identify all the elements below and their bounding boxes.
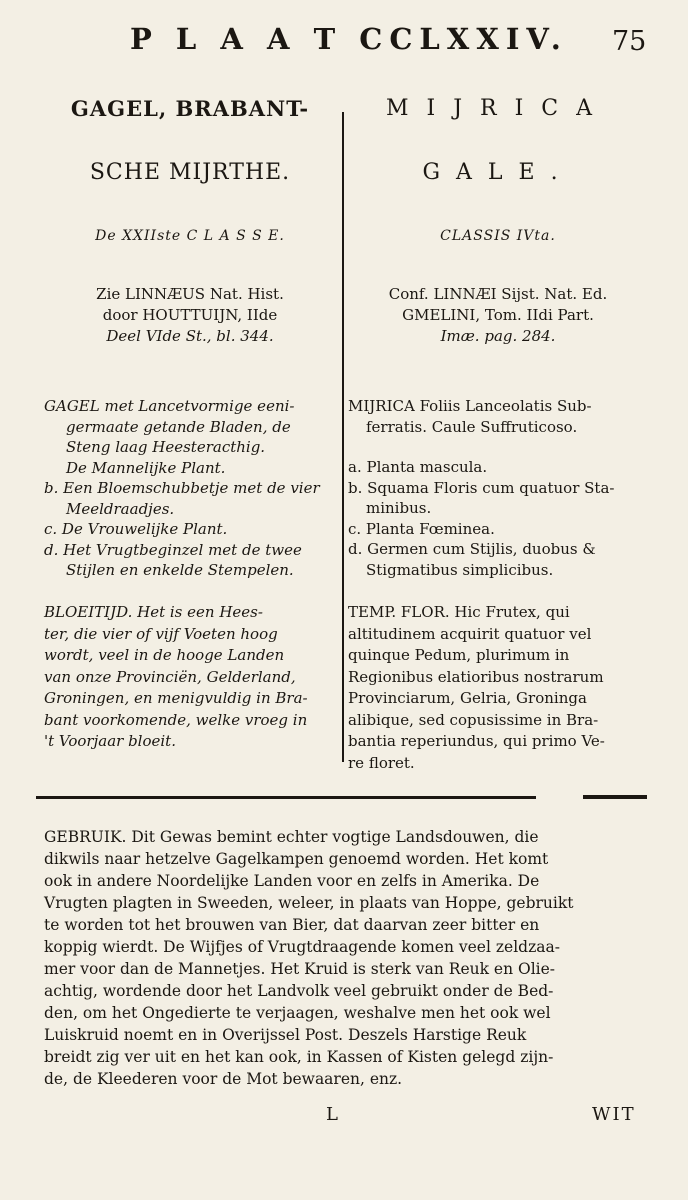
temp-flor-line: TEMP. FLOR. Hic Frutex, qui (348, 603, 570, 621)
legend-line: MIJRICA Foliis Lanceolatis Sub- (348, 397, 592, 415)
bloeitijd-line: Groningen, en menigvuldig in Bra- (44, 689, 308, 707)
dutch-classe: De XXIIste C L A S S E. (95, 228, 285, 244)
column-divider (342, 112, 344, 762)
legend-line: Steng laag Heesteracthig. (66, 438, 266, 456)
section-divider-ornament (583, 795, 647, 799)
latin-name-line1: MIJRICA (385, 96, 610, 121)
legend-line: De Mannelijke Plant. (66, 458, 226, 477)
legend-line: b. Squama Floris cum quatuor Sta- (348, 478, 615, 497)
legend-line: d. Germen cum Stijlis, duobus & (348, 540, 596, 558)
legend-line: Stijlen en enkelde Stempelen. (66, 561, 294, 579)
temp-flor-line: Provinciarum, Gelria, Groninga (348, 689, 587, 707)
temp-flor-line: re floret. (348, 753, 415, 772)
bloeitijd-line: BLOEITIJD. Het is een Hees- (44, 603, 263, 621)
temp-flor-line: altitudinem acquirit quatuor vel (348, 624, 592, 643)
dutch-reference (44, 284, 336, 347)
signature-mark: L (326, 1104, 338, 1125)
temp-flor-line: quinque Pedum, plurimum in (348, 646, 570, 664)
gebruik-paragraph (44, 826, 648, 1090)
latin-reference-line: GMELINI, Tom. IIdi Part. (402, 306, 594, 324)
legend-line: GAGEL met Lancetvormige eeni- (44, 397, 295, 415)
bloeitijd-line: 't Voorjaar bloeit. (44, 732, 176, 750)
dutch-bloeitijd (44, 602, 336, 753)
temp-flor-line: alibique, sed copusissime in Bra- (348, 710, 599, 729)
gebruik-line: achtig, wordende door het Landvolk veel gebruikt onder de Bed- (44, 982, 554, 1000)
latin-plate-legend (348, 396, 648, 580)
legend-line: germaate getande Bladen, de (66, 417, 291, 436)
legend-line: a. Planta mascula. (348, 458, 488, 476)
legend-line: Meeldraadjes. (66, 499, 175, 518)
legend-line: Stigmatibus simplicibus. (366, 560, 554, 579)
running-title: P L A A T CCLXXIV. (130, 22, 568, 56)
latin-reference (348, 284, 648, 347)
bloeitijd-line: wordt, veel in de hooge Landen (44, 646, 285, 664)
legend-line: d. Het Vrugtbeginzel met de twee (44, 540, 302, 559)
bloeitijd-line: van onze Provinciën, Gelderland, (44, 667, 296, 686)
latin-temp-flor (348, 602, 648, 774)
latin-reference-line: Imæ. pag. 284. (440, 327, 556, 345)
gebruik-line: te worden tot het brouwen van Bier, dat daarvan zeer bitter en (44, 916, 540, 934)
dutch-reference-line: Deel VIde St., bl. 344. (106, 327, 274, 345)
temp-flor-line: Regionibus elatioribus nostrarum (348, 667, 604, 686)
gebruik-line: breidt zig ver uit en het kan ook, in Kassen of Kisten gelegd zijn- (44, 1048, 554, 1066)
legend-line: ferratis. Caule Suffruticoso. (366, 417, 578, 436)
latin-reference-line: Conf. LINNÆI Sijst. Nat. Ed. (388, 285, 608, 303)
gebruik-line: Luiskruid noemt en in Overijssel Post. Deszels Harstige Reuk (44, 1026, 527, 1044)
gebruik-line: dikwils naar hetzelve Gagelkampen genoemd worden. Het komt (44, 850, 549, 868)
dutch-name-line2: SCHE MIJRTHE. (89, 160, 291, 185)
bloeitijd-line: ter, die vier of vijf Voeten hoog (44, 624, 278, 643)
gebruik-line: ook in andere Noordelijke Landen voor en zelfs in Amerika. De (44, 872, 540, 890)
gebruik-line: mer voor dan de Mannetjes. Het Kruid is sterk van Reuk en Olie- (44, 960, 556, 978)
gebruik-line: GEBRUIK. Dit Gewas bemint echter vogtige Landsdouwen, die (44, 828, 539, 846)
legend-line: c. Planta Fœminea. (348, 519, 495, 538)
gebruik-line: Vrugten plagten in Sweeden, weleer, in plaats van Hoppe, gebruikt (44, 894, 574, 912)
catchword: WIT (592, 1104, 636, 1125)
legend-line: c. De Vrouwelijke Plant. (44, 520, 228, 538)
legend-line: minibus. (366, 499, 432, 517)
latin-classis: CLASSIS IVta. (440, 228, 556, 244)
gebruik-line: den, om het Ongedierte te verjaagen, weshalve men het ook wel (44, 1004, 551, 1022)
dutch-reference-line: Zie LINNÆUS Nat. Hist. (96, 285, 284, 303)
latin-name-line2: GALE. (422, 160, 574, 185)
page-number: 75 (612, 26, 647, 57)
legend-line: b. Een Bloemschubbetje met de vier (44, 479, 320, 497)
dutch-plate-legend (44, 396, 336, 581)
dutch-name-line1: GAGEL, BRABANT- (70, 96, 310, 121)
dutch-reference-line: door HOUTTUIJN, IIde (102, 306, 278, 324)
temp-flor-line: bantia reperiundus, qui primo Ve- (348, 732, 605, 750)
bloeitijd-line: bant voorkomende, welke vroeg in (44, 710, 308, 729)
section-divider (36, 796, 536, 799)
gebruik-line: de, de Kleederen voor de Mot bewaaren, enz. (44, 1070, 403, 1088)
gebruik-line: koppig wierdt. De Wijfjes of Vrugtdraagende komen veel zeldzaa- (44, 938, 560, 956)
